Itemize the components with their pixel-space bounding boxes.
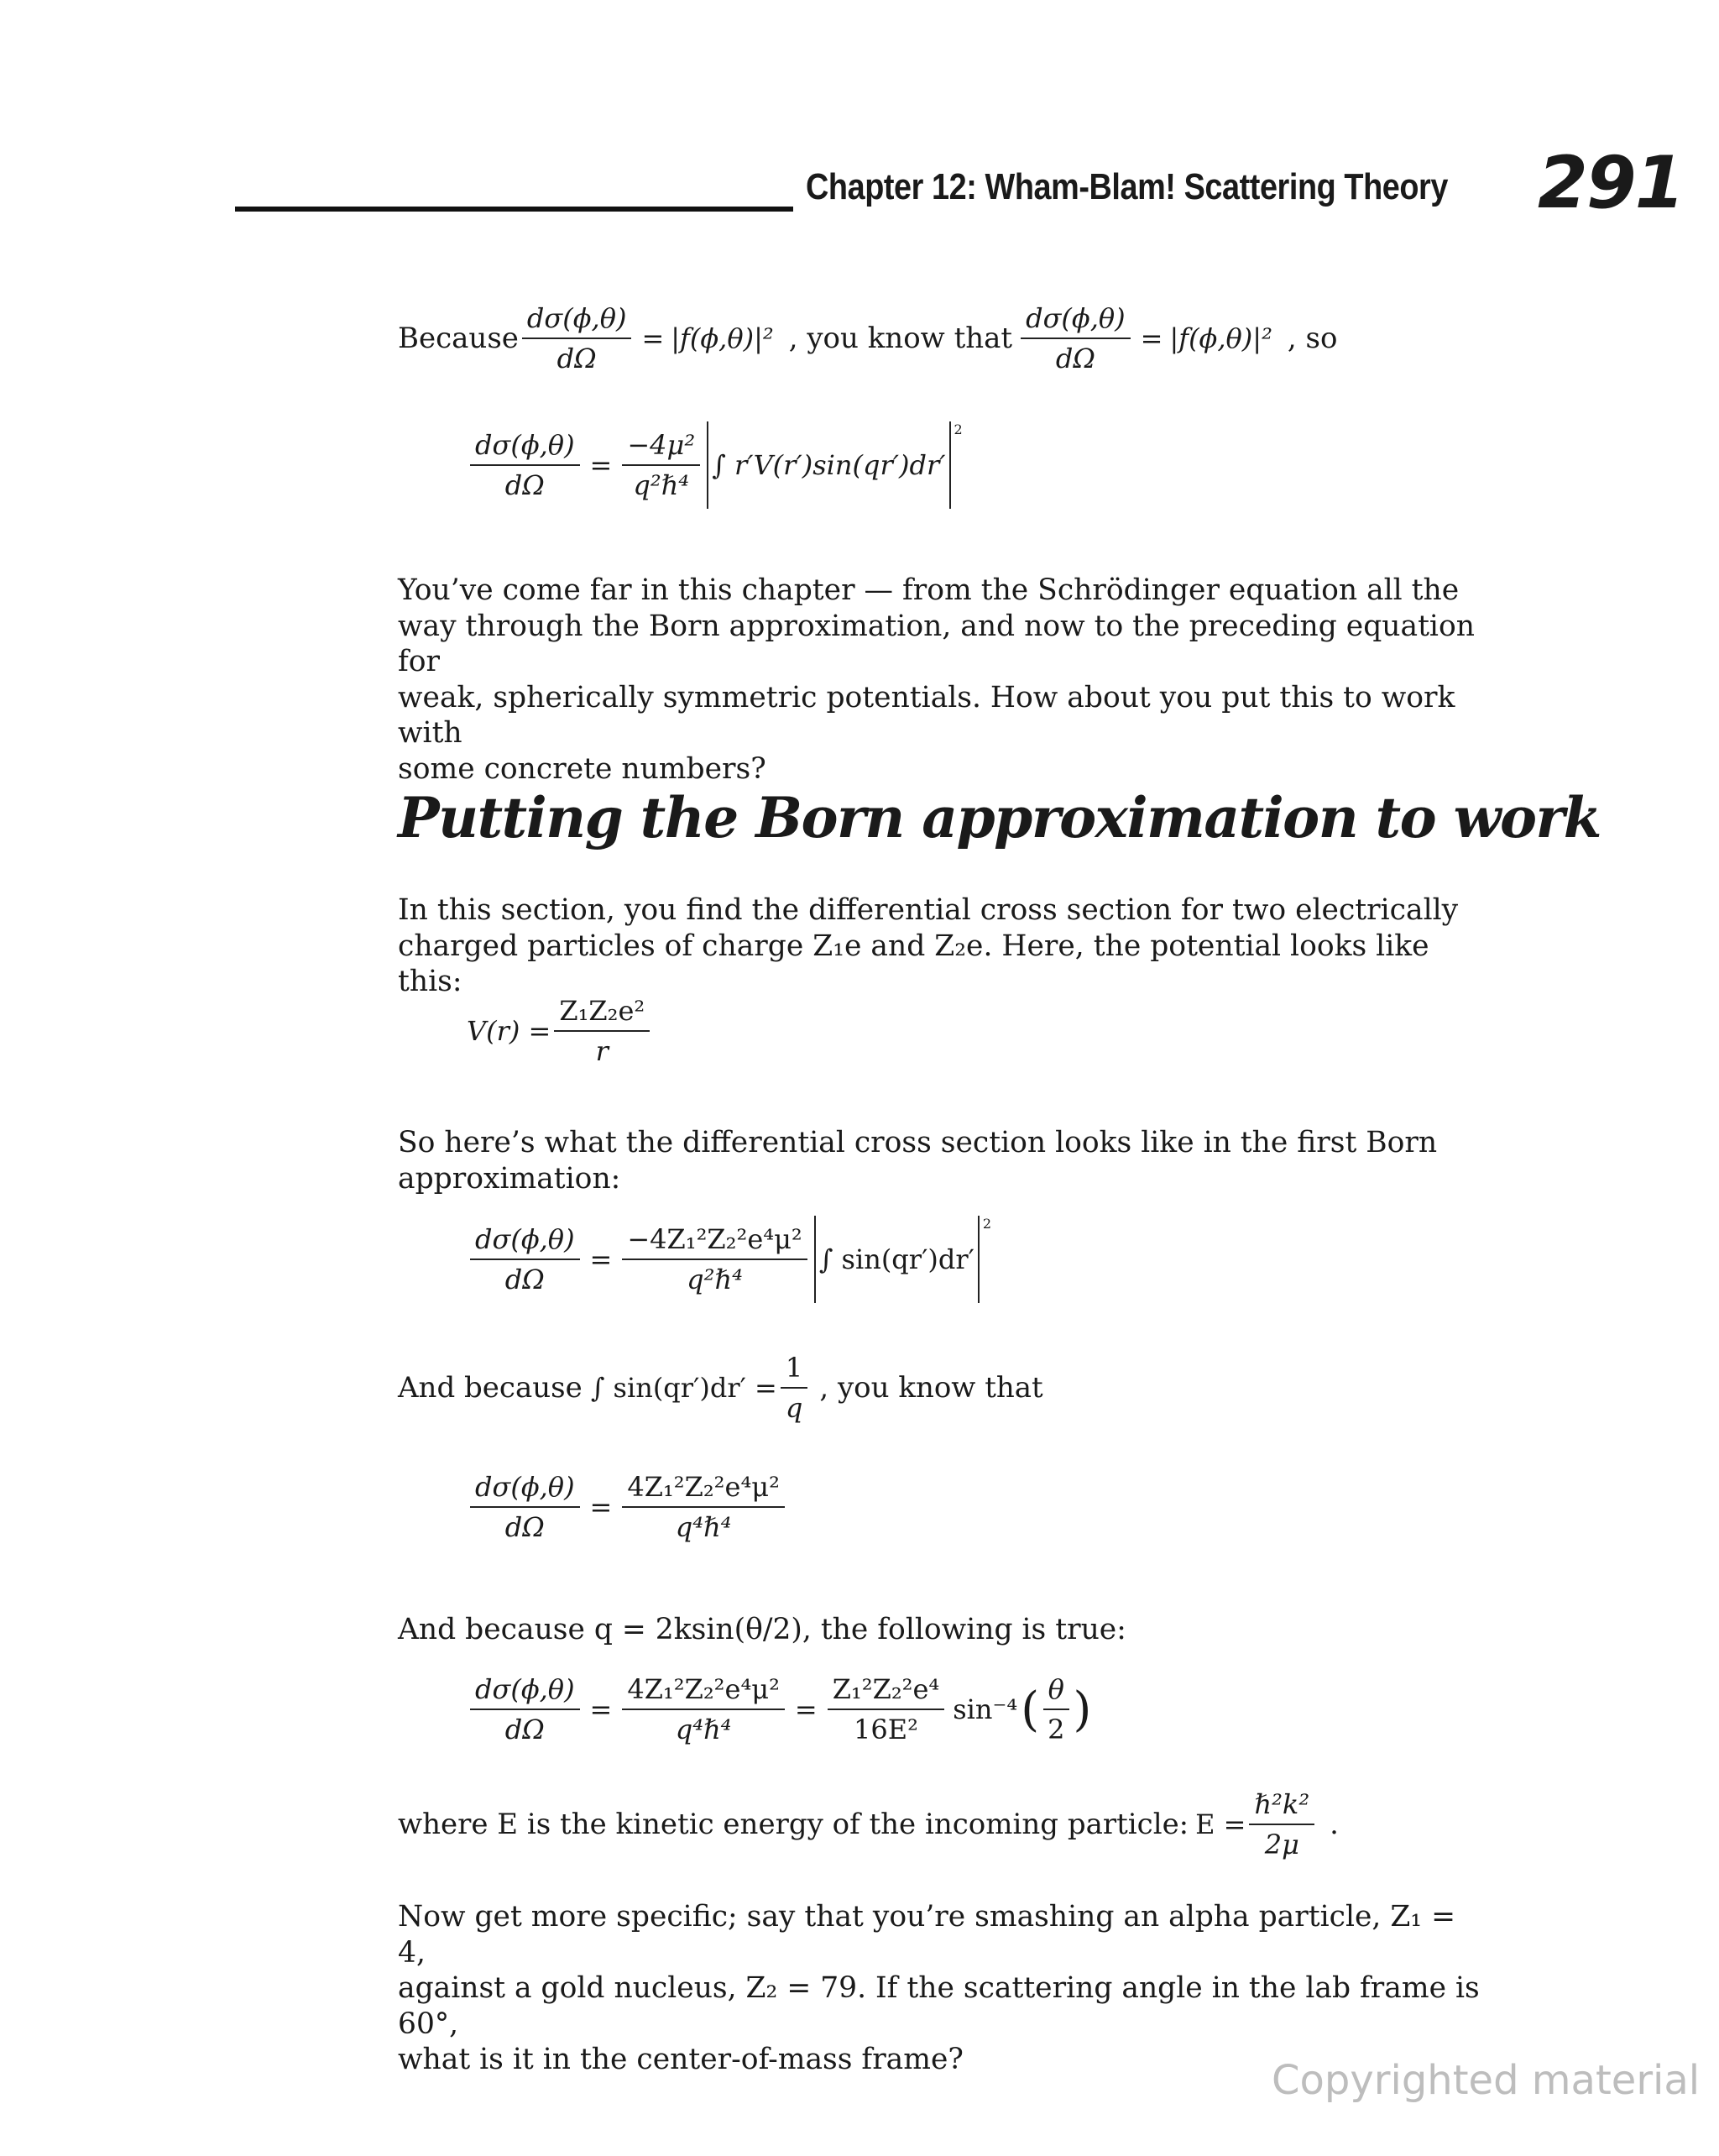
copyright-watermark: Copyrighted material bbox=[1272, 2057, 1701, 2104]
chapter-title: Chapter 12: Wham-Blam! Scattering Theory bbox=[806, 166, 1448, 207]
kinetic-energy-line: where E is the kinetic energy of the incoming particle: E = $\frac{\text{ℏ²k²}}{2\mu}$ . bbox=[398, 1788, 1339, 1860]
dsigma-fraction-2: $\frac{d\sigma(\phi,\theta)}{d\Omega}$ bbox=[1021, 302, 1131, 374]
paragraph-first-born: So here’s what the differential cross section looks like in the first Born approximation: bbox=[398, 1126, 1438, 1196]
section-heading: Putting the Born approximation to work bbox=[398, 785, 1601, 850]
so-text: , so bbox=[1287, 322, 1338, 355]
you-know-that-text: , you know that bbox=[788, 322, 1013, 355]
eq2-integrand: ∫ sin(qr′)dr′ bbox=[818, 1243, 974, 1275]
first-born-cross-section-equation: $\frac{d\sigma(\phi,\theta)}{d\Omega}$ = $\frac{\text{−4Z₁²Z₂²e⁴μ²}}{\text{q²ℏ⁴}}$ ∫ sin(qr′)dr′ 2 bbox=[467, 1216, 991, 1303]
because-text: Because bbox=[398, 322, 519, 355]
eq1-integrand: ∫ r′V(r′)sin(qr′)dr′ bbox=[712, 449, 946, 481]
paragraph-q-relation: And because q = 2ksin(θ/2), the following is true: bbox=[398, 1613, 1126, 1646]
dsigma-fraction: $\frac{d\sigma(\phi,\theta)}{d\Omega}$ bbox=[522, 302, 632, 374]
integral-identity-line: And because ∫ sin(qr′)dr′ = $\frac{1}{q}$ , you know that bbox=[398, 1352, 1043, 1424]
page-number: 291 bbox=[1538, 141, 1684, 225]
rutherford-q-equation: $\frac{d\sigma(\phi,\theta)}{d\Omega}$ = $\frac{\text{4Z₁²Z₂²e⁴μ²}}{\text{q⁴ℏ⁴}}$ bbox=[467, 1471, 788, 1543]
f-abs-squared: |f(ϕ,θ)|² bbox=[671, 322, 774, 354]
intro-equation-line: Because $\frac{d\sigma(\phi,\theta)}{d\Omega}$ = |f(ϕ,θ)|² , you know that $\frac{d\sigma(\phi,\theta)}{d\Omega}$ = |f(ϕ,θ)|² , so bbox=[398, 302, 1338, 374]
paragraph-intro: You’ve come far in this chapter — from the Schrödinger equation all the way through the Born approximation, and now to the preceding equation for weak, spherically symmetric potentials. How about you put this to work with some concrete numbers? bbox=[398, 573, 1475, 786]
header-rule bbox=[235, 207, 793, 212]
rutherford-formula-equation: $\frac{d\sigma(\phi,\theta)}{d\Omega}$ = $\frac{\text{4Z₁²Z₂²e⁴μ²}}{\text{q⁴ℏ⁴}}$ = $\frac{\text{Z₁²Z₂²e⁴}}{\text{16E²}}$ sin⁻⁴ ( $\frac{\theta}{2}$ ) bbox=[467, 1673, 1091, 1745]
born-cross-section-equation: $\frac{d\sigma(\phi,\theta)}{d\Omega}$ = $\frac{\text{−4μ²}}{\text{q²ℏ⁴}}$ ∫ r′V(r′)sin(qr′)dr′ 2 bbox=[467, 421, 963, 509]
paragraph-potential: In this section, you find the differential cross section for two electrically charged particles of charge Z₁e and Z₂e. Here, the potential looks like this: bbox=[398, 893, 1459, 998]
coulomb-potential-equation: V(r) = $\frac{\text{Z₁Z₂e²}}{r}$ bbox=[467, 995, 653, 1067]
paragraph-alpha-gold-problem: Now get more specific; say that you’re smashing an alpha particle, Z₁ = 4, against a gold nucleus, Z₂ = 79. If the scattering angle in the lab frame is 60°, what is it in the center-of-mass frame? bbox=[398, 1900, 1480, 2076]
f-abs-squared-2: |f(ϕ,θ)|² bbox=[1169, 322, 1272, 354]
integral-identity: ∫ sin(qr′)dr′ = bbox=[590, 1372, 777, 1404]
